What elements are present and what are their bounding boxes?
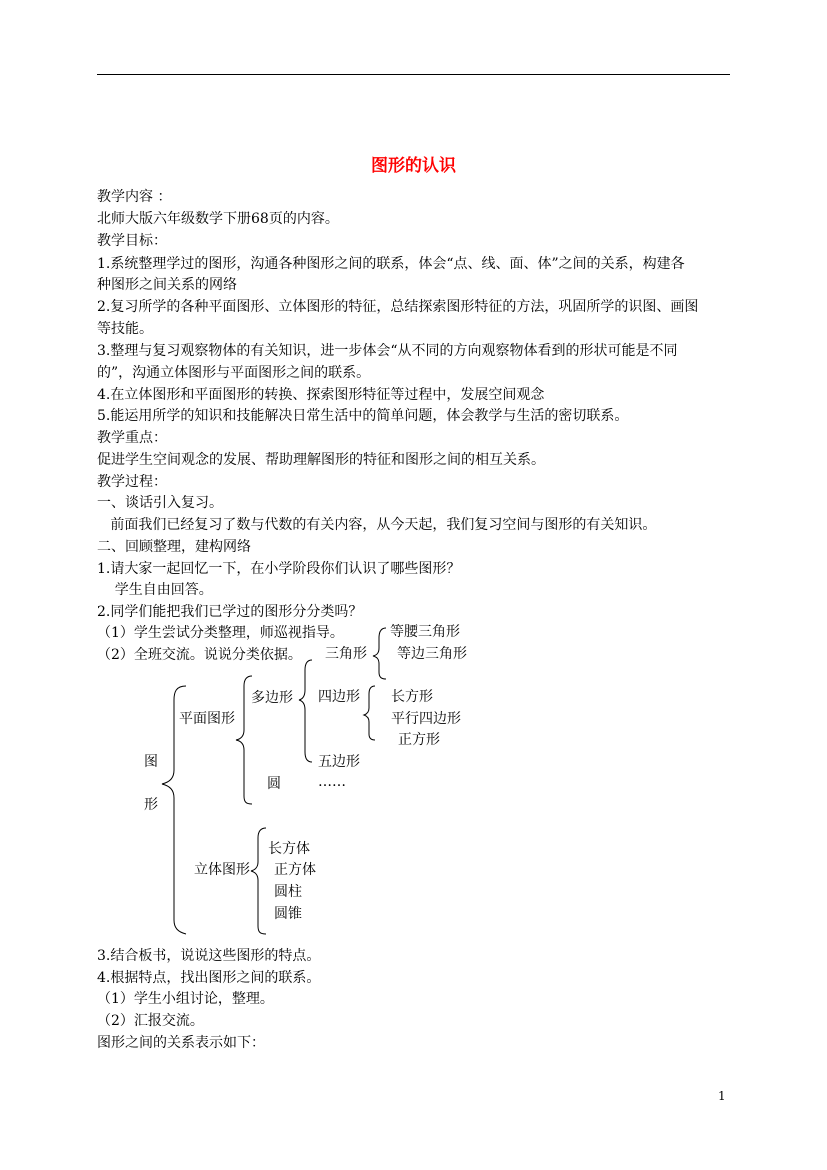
tree-isosceles-triangle: 等腰三角形 bbox=[390, 624, 460, 640]
line-goal-3b: 的”，沟通立体图形与平面图形之间的联系。 bbox=[97, 365, 371, 381]
line-key-heading: 教学重点： bbox=[97, 430, 167, 446]
line-goals-heading: 教学目标： bbox=[97, 233, 167, 249]
tree-equilateral-triangle: 等边三角形 bbox=[397, 646, 467, 662]
tree-root-char-2: 形 bbox=[144, 797, 158, 813]
line-goal-4: 4.在立体图形和平面图形的转换、探索图形特征等过程中，发展空间观念 bbox=[97, 387, 545, 403]
tree-cube: 正方体 bbox=[274, 862, 316, 878]
header-rule bbox=[97, 74, 730, 75]
line-key: 促进学生空间观念的发展、帮助理解图形的特征和图形之间的相互关系。 bbox=[97, 452, 545, 468]
line-process-heading: 教学过程： bbox=[97, 474, 167, 490]
tree-cone: 圆锥 bbox=[274, 906, 302, 922]
tree-quadrilateral: 四边形 bbox=[318, 689, 360, 705]
tree-square: 正方形 bbox=[398, 732, 440, 748]
tree-parallelogram: 平行四边形 bbox=[391, 711, 461, 727]
line-step-2-1: （1）学生尝试分类整理，师巡视指导。 bbox=[97, 625, 344, 641]
tree-cuboid: 长方体 bbox=[268, 841, 310, 857]
line-section-1: 一、谈话引入复习。 bbox=[97, 495, 223, 511]
tree-triangle: 三角形 bbox=[325, 646, 367, 662]
line-step-3: 3.结合板书，说说这些图形的特点。 bbox=[97, 948, 321, 964]
brace-quadrilateral bbox=[364, 686, 375, 740]
tree-circle: 圆 bbox=[267, 776, 281, 792]
line-relation-intro: 图形之间的关系表示如下： bbox=[97, 1035, 265, 1051]
line-step-2: 2.同学们能把我们已学过的图形分分类吗？ bbox=[97, 604, 363, 620]
brace-polygon bbox=[299, 660, 312, 762]
brace-plane bbox=[236, 676, 252, 804]
brace-triangle bbox=[373, 628, 386, 679]
line-step-4: 4.根据特点，找出图形之间的联系。 bbox=[97, 970, 321, 986]
line-goal-1b: 种图形之间关系的网络 bbox=[97, 277, 237, 293]
line-goal-3a: 3.整理与复习观察物体的有关知识，进一步体会“从不同的方向观察物体看到的形状可能是不同 bbox=[97, 343, 678, 359]
tree-rectangle: 长方形 bbox=[391, 689, 433, 705]
tree-root-char-1: 图 bbox=[144, 754, 158, 770]
line-step-4-2: （2）汇报交流。 bbox=[97, 1013, 204, 1029]
tree-pentagon: 五边形 bbox=[318, 754, 360, 770]
line-section-2: 二、回顾整理，建构网络 bbox=[97, 539, 251, 555]
tree-plane-figures: 平面图形 bbox=[179, 711, 235, 727]
line-content-heading: 教学内容 ： bbox=[97, 189, 172, 205]
tree-polygon: 多边形 bbox=[251, 690, 293, 706]
tree-solid-figures: 立体图形 bbox=[194, 862, 250, 878]
line-goal-5: 5.能运用所学的知识和技能解决日常生活中的简单问题，体会教学与生活的密切联系。 bbox=[97, 408, 629, 424]
line-goal-1a: 1.系统整理学过的图形，沟通各种图形之间的联系，体会“点、线、面、体”之间的关系，构建各 bbox=[97, 256, 685, 272]
line-step-4-1: （1）学生小组讨论，整理。 bbox=[97, 991, 274, 1007]
line-step-1-answer: 学生自由回答。 bbox=[97, 582, 213, 598]
line-section-1-text: 前面我们已经复习了数与代数的有关内容，从今天起，我们复习空间与图形的有关知识。 bbox=[97, 517, 657, 533]
tree-ellipsis: …… bbox=[318, 774, 346, 790]
line-step-2-2: （2）全班交流。说说分类依据。 bbox=[97, 647, 302, 663]
line-goal-2b: 等技能。 bbox=[97, 321, 153, 337]
line-content: 北师大版六年级数学下册68页的内容。 bbox=[97, 211, 339, 227]
page-number: 1 bbox=[718, 1089, 726, 1103]
line-step-1: 1.请大家一起回忆一下，在小学阶段你们认识了哪些图形？ bbox=[97, 561, 461, 577]
brace-solid bbox=[251, 828, 266, 934]
line-goal-2a: 2.复习所学的各种平面图形、立体图形的特征，总结探索图形特征的方法，巩固所学的识图、画图 bbox=[97, 299, 699, 315]
tree-cylinder: 圆柱 bbox=[274, 884, 302, 900]
document-title: 图形的认识 bbox=[371, 156, 456, 176]
